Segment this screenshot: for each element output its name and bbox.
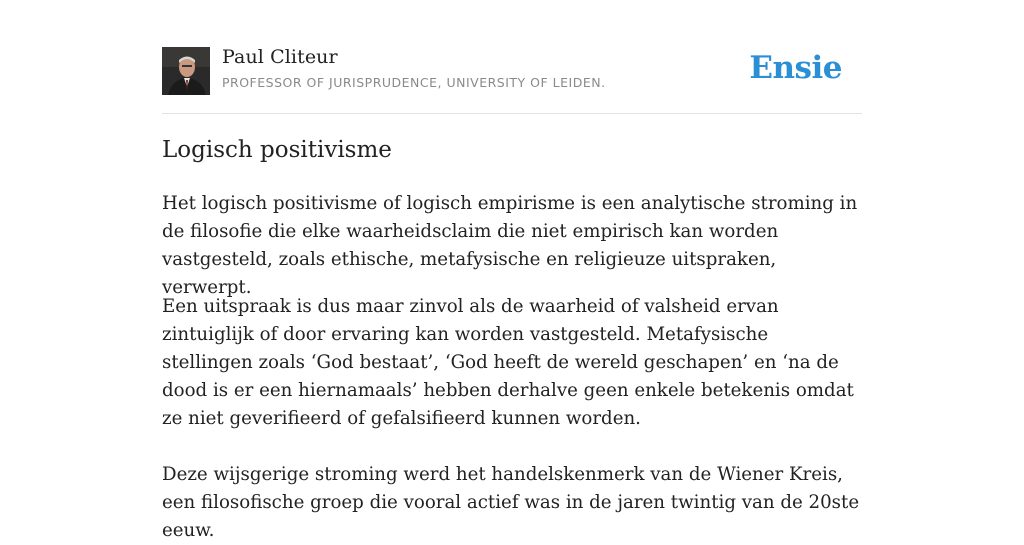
article-paragraph-3: Deze wijsgerige stroming werd het handelskenmerk van de Wiener Kreis, een filosofische groep die vooral actief was in de jaren twintig van de 20ste eeuw.: [162, 464, 860, 541]
ensie-logo[interactable]: Ensie: [749, 50, 842, 86]
article-paragraph-2: Een uitspraak is dus maar zinvol als de waarheid of valsheid ervan zintuiglijk of door ervaring kan worden vastgesteld. Metafysische stellingen zoals ‘God bestaat’, ‘God heeft de wereld geschapen’ en ‘na de dood is er een hiernamaals’ hebben derhalve geen enkele betekenis omdat ze niet geverifieerd of gefalsifieerd kunnen worden.: [162, 296, 854, 429]
article-title: Logisch positivisme: [162, 137, 392, 163]
avatar[interactable]: [162, 47, 210, 95]
article-container: [162, 0, 862, 541]
author-name[interactable]: Paul Cliteur: [222, 46, 338, 68]
author-header: [162, 0, 862, 114]
avatar-portrait-icon: [162, 47, 210, 95]
article-paragraph-1: Het logisch positivisme of logisch empirisme is een analytische stroming in de filosofie die elke waarheidsclaim die niet empirisch kan worden vastgesteld, zoals ethische, metafysische en religieuze uitspraken, verwerpt.: [162, 193, 858, 298]
author-title: PROFESSOR OF JURISPRUDENCE, UNIVERSITY OF LEIDEN.: [222, 75, 606, 90]
